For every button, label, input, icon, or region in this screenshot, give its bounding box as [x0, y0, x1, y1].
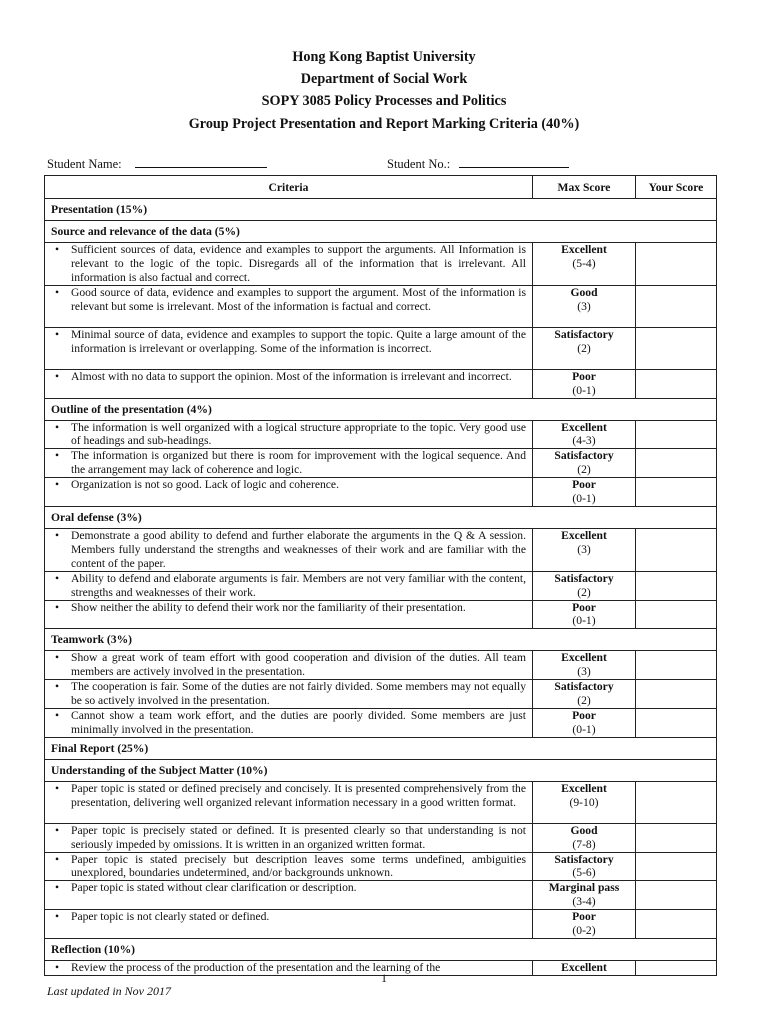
criteria-description — [45, 420, 533, 449]
criteria-description — [45, 369, 533, 398]
score-level: Satisfactory — [554, 571, 614, 585]
max-score-cell — [533, 571, 636, 600]
criteria-text: Show a great work of team effort with good cooperation and division of the duties. All team members are actively involved in the presentation. — [71, 651, 526, 679]
criteria-row — [45, 881, 717, 910]
criteria-row — [45, 285, 717, 327]
last-updated-note: Last updated in Nov 2017 — [47, 984, 172, 998]
student-no-blank[interactable] — [459, 156, 569, 168]
score-range: (4-3) — [572, 434, 596, 448]
bullet-icon: • — [55, 823, 60, 837]
criteria-row — [45, 680, 717, 709]
score-level: Excellent — [561, 243, 607, 256]
bullet-icon: • — [55, 781, 60, 795]
section-heading: Teamwork (3%) — [45, 629, 717, 651]
score-level: Satisfactory — [554, 852, 614, 866]
your-score-cell[interactable] — [636, 852, 717, 881]
bullet-icon: • — [55, 369, 60, 383]
criteria-row — [45, 528, 717, 571]
your-score-cell[interactable] — [636, 680, 717, 709]
criteria-row — [45, 852, 717, 881]
section-row — [45, 221, 717, 243]
your-score-cell[interactable] — [636, 327, 717, 369]
your-score-cell[interactable] — [636, 781, 717, 823]
max-score-cell — [533, 680, 636, 709]
score-level: Satisfactory — [554, 680, 614, 694]
section-row — [45, 199, 717, 221]
section-row — [45, 939, 717, 961]
bullet-icon: • — [55, 600, 60, 614]
criteria-text: Sufficient sources of data, evidence and examples to support the arguments. All Information is relevant to the logic of the topic. Disregards all of the information that is irrelevant. All information is also factual and correct. — [71, 243, 526, 284]
criteria-row — [45, 651, 717, 680]
bullet-icon: • — [55, 961, 60, 974]
max-score-cell — [533, 708, 636, 737]
criteria-description — [45, 449, 533, 478]
criteria-description — [45, 243, 533, 286]
bullet-icon: • — [55, 881, 60, 895]
criteria-text: Paper topic is precisely stated or defined. It is presented clearly so that understanding is not seriously impeded by omissions. It is written in an organized written format. — [71, 823, 526, 851]
section-row — [45, 398, 717, 420]
criteria-description — [45, 571, 533, 600]
score-range: (0-1) — [572, 722, 596, 736]
your-score-cell[interactable] — [636, 823, 717, 852]
criteria-text: The information is well organized with a logical structure appropriate to the topic. Very good use of headings and sub-headings. — [71, 420, 526, 448]
criteria-text: Paper topic is not clearly stated or defined. — [71, 910, 270, 924]
criteria-column-header: Criteria — [45, 176, 533, 199]
max-score-cell — [533, 478, 636, 507]
bullet-icon: • — [55, 708, 60, 722]
your-score-column-header: Your Score — [636, 176, 717, 199]
criteria-row — [45, 243, 717, 286]
criteria-description — [45, 600, 533, 629]
section-heading: Understanding of the Subject Matter (10%) — [45, 759, 717, 781]
score-level: Poor — [572, 478, 596, 492]
score-level: Satisfactory — [554, 449, 614, 463]
criteria-text: Paper topic is stated or defined precisely and concisely. It is presented comprehensively from the presentation, delivering well organized relevant information necessary in a good written format. — [71, 781, 526, 809]
score-range: (0-1) — [572, 492, 596, 506]
score-level: Excellent — [561, 420, 607, 434]
criteria-text: The cooperation is fair. Some of the duties are not fairly divided. Some members may not equally be so actively involved in the presentation. — [71, 680, 526, 708]
criteria-text: Paper topic is stated precisely but description leaves some terms undefined, ambiguities unexplored, boundaries undetermined, and/or backgrounds unknown. — [71, 852, 526, 880]
department-name: Department of Social Work — [300, 71, 468, 88]
criteria-row — [45, 823, 717, 852]
score-range: (7-8) — [572, 837, 596, 851]
your-score-cell[interactable] — [636, 449, 717, 478]
student-no-field — [387, 156, 569, 172]
bullet-icon: • — [55, 420, 60, 434]
score-range: (9-10) — [569, 795, 599, 809]
score-range: (5-6) — [572, 866, 596, 880]
criteria-description — [45, 708, 533, 737]
criteria-row — [45, 478, 717, 507]
criteria-text: Minimal source of data, evidence and examples to support the topic. Quite a large amount of the information is irrelevant or overlapping. Some of the information is incorrect. — [71, 327, 526, 355]
criteria-row — [45, 369, 717, 398]
section-heading: Source and relevance of the data (5%) — [45, 221, 717, 243]
your-score-cell[interactable] — [636, 420, 717, 449]
max-score-cell — [533, 823, 636, 852]
max-score-cell — [533, 285, 636, 327]
criteria-text: Review the process of the production of the presentation and the learning of the — [71, 961, 441, 974]
document-title: Group Project Presentation and Report Marking Criteria (40%) — [188, 115, 580, 132]
criteria-row — [45, 910, 717, 939]
section-heading: Outline of the presentation (4%) — [45, 398, 717, 420]
your-score-cell[interactable] — [636, 528, 717, 571]
student-name-field — [47, 156, 267, 172]
max-score-column-header: Max Score — [533, 176, 636, 199]
score-range: (3) — [577, 542, 591, 556]
bullet-icon: • — [55, 680, 60, 694]
bullet-icon: • — [55, 478, 60, 492]
page-number: 1 — [381, 971, 387, 985]
criteria-text: Demonstrate a good ability to defend and further elaborate the arguments in the Q & A session. Members fully understand the strengths and weaknesses of their work and are familiar with the content of the paper. — [71, 528, 526, 570]
criteria-text: Cannot show a team work effort, and the duties are poorly divided. Some members are just minimally involved in the presentation. — [71, 708, 526, 736]
max-score-cell — [533, 781, 636, 823]
your-score-cell[interactable] — [636, 369, 717, 398]
score-range: (3-4) — [572, 895, 596, 909]
bullet-icon: • — [55, 285, 60, 299]
criteria-text: Paper topic is stated without clear clarification or description. — [71, 881, 357, 895]
your-score-cell[interactable] — [636, 600, 717, 629]
bullet-icon: • — [55, 449, 60, 463]
bullet-icon: • — [55, 243, 60, 256]
criteria-row — [45, 600, 717, 629]
score-range: (5-4) — [572, 256, 596, 270]
your-score-cell[interactable] — [636, 910, 717, 939]
score-level: Poor — [572, 369, 596, 383]
section-row — [45, 629, 717, 651]
criteria-row — [45, 327, 717, 369]
criteria-description — [45, 781, 533, 823]
criteria-row — [45, 449, 717, 478]
score-level: Excellent — [561, 781, 607, 795]
score-level: Excellent — [561, 961, 607, 974]
student-name-label: Student Name: — [47, 157, 122, 171]
university-name: Hong Kong Baptist University — [292, 49, 476, 65]
criteria-description — [45, 285, 533, 327]
max-score-cell — [533, 369, 636, 398]
bullet-icon: • — [55, 327, 60, 341]
max-score-cell — [533, 881, 636, 910]
criteria-row — [45, 708, 717, 737]
your-score-cell[interactable] — [636, 285, 717, 327]
table-header-row — [45, 176, 717, 199]
criteria-description — [45, 910, 533, 939]
criteria-description — [45, 327, 533, 369]
max-score-cell — [533, 327, 636, 369]
section-row — [45, 506, 717, 528]
criteria-description — [45, 478, 533, 507]
max-score-cell — [533, 420, 636, 449]
bullet-icon: • — [55, 571, 60, 585]
max-score-cell — [533, 910, 636, 939]
document-header — [0, 46, 768, 135]
criteria-description — [45, 528, 533, 571]
student-no-label: Student No.: — [387, 157, 451, 171]
bullet-icon: • — [55, 651, 60, 665]
score-range: (2) — [577, 585, 591, 599]
bullet-icon: • — [55, 852, 60, 866]
your-score-cell[interactable] — [636, 243, 717, 286]
course-title: SOPY 3085 Policy Processes and Politics — [261, 93, 507, 110]
score-range: (0-1) — [572, 383, 596, 397]
criteria-description — [45, 852, 533, 881]
criteria-description — [45, 680, 533, 709]
bullet-icon: • — [55, 910, 60, 924]
your-score-cell[interactable] — [636, 651, 717, 680]
bullet-icon: • — [55, 528, 60, 542]
section-heading: Oral defense (3%) — [45, 506, 717, 528]
score-range: (2) — [577, 463, 591, 477]
score-level: Good — [570, 285, 598, 299]
criteria-text: Almost with no data to support the opinion. Most of the information is irrelevant and incorrect. — [71, 369, 512, 383]
section-heading: Final Report (25%) — [45, 737, 717, 759]
score-level: Poor — [572, 600, 596, 614]
score-level: Poor — [572, 708, 596, 722]
score-range: (0-1) — [572, 614, 596, 628]
table-body — [45, 199, 717, 976]
criteria-row — [45, 420, 717, 449]
score-level: Satisfactory — [554, 327, 614, 341]
criteria-text: Good source of data, evidence and examples to support the argument. Most of the information is relevant but some is irrelevant. Most of the information is factual and correct. — [71, 285, 526, 313]
score-level: Excellent — [561, 651, 607, 665]
your-score-cell[interactable] — [636, 571, 717, 600]
criteria-row — [45, 571, 717, 600]
section-row — [45, 737, 717, 759]
your-score-cell[interactable] — [636, 478, 717, 507]
max-score-cell — [533, 449, 636, 478]
max-score-cell — [533, 852, 636, 881]
criteria-text: The information is organized but there is room for improvement with the logical sequence. And the arrangement may lack of coherence and logic. — [71, 449, 526, 477]
section-heading: Presentation (15%) — [45, 199, 717, 221]
score-range: (2) — [577, 341, 591, 355]
max-score-cell — [533, 528, 636, 571]
score-range: (3) — [577, 299, 591, 313]
score-level: Excellent — [561, 528, 607, 542]
student-name-blank[interactable] — [135, 156, 267, 168]
score-range: (0-2) — [572, 924, 596, 938]
criteria-description — [45, 881, 533, 910]
score-level: Marginal pass — [548, 881, 620, 895]
criteria-description — [45, 651, 533, 680]
criteria-text: Ability to defend and elaborate arguments is fair. Members are not very familiar with the content, strengths and weaknesses of their work. — [71, 571, 526, 599]
score-level: Good — [570, 823, 598, 837]
marking-criteria-table — [44, 175, 717, 976]
max-score-cell — [533, 600, 636, 629]
criteria-description — [45, 823, 533, 852]
criteria-text: Organization is not so good. Lack of logic and coherence. — [71, 478, 339, 492]
criteria-row — [45, 781, 717, 823]
your-score-cell[interactable] — [636, 881, 717, 910]
section-row — [45, 759, 717, 781]
score-level: Poor — [572, 910, 596, 924]
max-score-cell — [533, 243, 636, 286]
max-score-cell — [533, 651, 636, 680]
score-range: (2) — [577, 694, 591, 708]
section-heading: Reflection (10%) — [45, 939, 717, 961]
your-score-cell[interactable] — [636, 708, 717, 737]
criteria-text: Show neither the ability to defend their work nor the familiarity of their presentation. — [71, 600, 466, 614]
score-range: (3) — [577, 665, 591, 679]
